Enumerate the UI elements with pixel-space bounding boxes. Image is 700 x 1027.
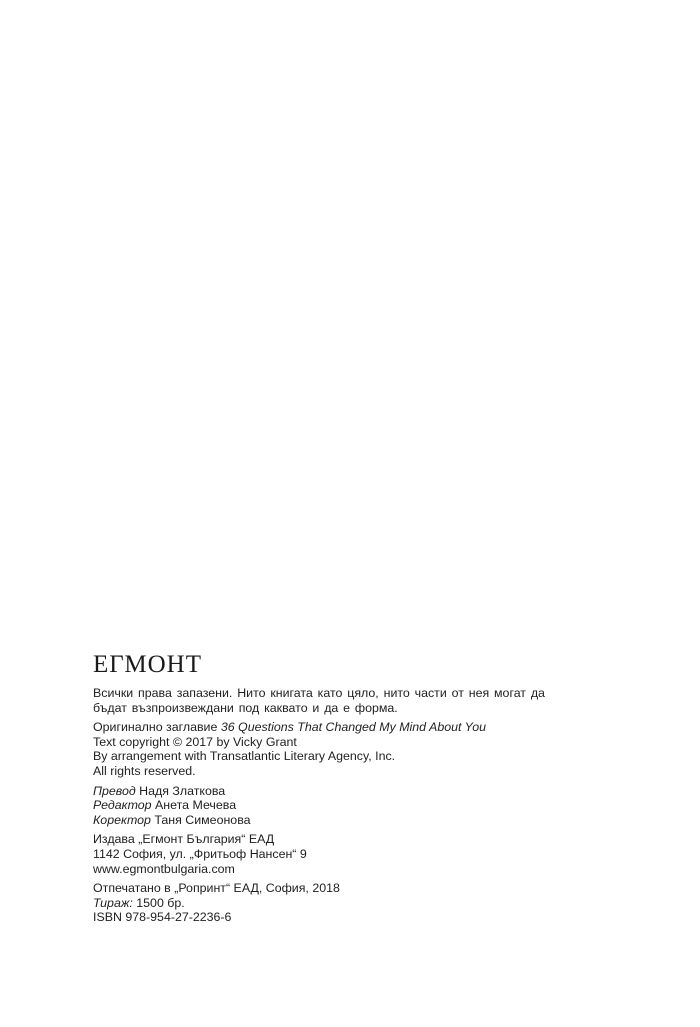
editor-role: Редактор xyxy=(93,798,152,813)
isbn: ISBN 978-954-27-2236-6 xyxy=(93,910,232,925)
publisher-logo: ЕГМОНТ xyxy=(93,651,203,678)
proofreader-name: Таня Симеонова xyxy=(154,812,251,827)
translator-credit xyxy=(93,784,613,799)
publisher-address: 1142 София, ул. „Фритьоф Нансен“ 9 xyxy=(93,846,307,861)
original-info xyxy=(93,720,613,778)
original-title: 36 Questions That Changed My Mind About You xyxy=(220,720,487,735)
printed-by: Отпечатано в „Ропринт“ ЕАД, София, 2018 xyxy=(93,881,340,896)
publisher-info xyxy=(93,832,613,876)
proofreader-role: Коректор xyxy=(93,812,151,827)
proofreader-credit xyxy=(93,813,613,828)
editor-name: Анета Мечева xyxy=(155,798,237,813)
published-by: Издава „Егмонт България“ ЕАД xyxy=(93,832,275,847)
print-run-label: Тираж: xyxy=(93,895,133,910)
rights-line-1: Всички права запазени. Нито книгата като цяло, нито части от нея могат да xyxy=(93,686,545,700)
translator-name: Надя Златкова xyxy=(139,783,226,798)
text-copyright: Text copyright © 2017 by Vicky Grant xyxy=(93,734,297,749)
imprint-block xyxy=(93,652,613,930)
translator-role: Превод xyxy=(93,783,136,798)
rights-line-2: бъдат възпроизвеждани под каквато и да е форма. xyxy=(93,700,398,715)
editor-credit xyxy=(93,798,613,813)
arrangement-notice: By arrangement with Transatlantic Literary Agency, Inc. xyxy=(93,749,396,764)
print-run xyxy=(93,896,613,911)
print-run-value: 1500 бр. xyxy=(136,895,185,910)
rights-notice xyxy=(93,686,613,715)
credits xyxy=(93,784,613,828)
all-rights-reserved: All rights reserved. xyxy=(93,763,196,778)
publisher-website: www.egmontbulgaria.com xyxy=(93,861,235,876)
printing-info xyxy=(93,881,613,925)
original-title-line xyxy=(93,720,613,735)
original-title-label: Оригинално заглавие xyxy=(93,720,218,735)
